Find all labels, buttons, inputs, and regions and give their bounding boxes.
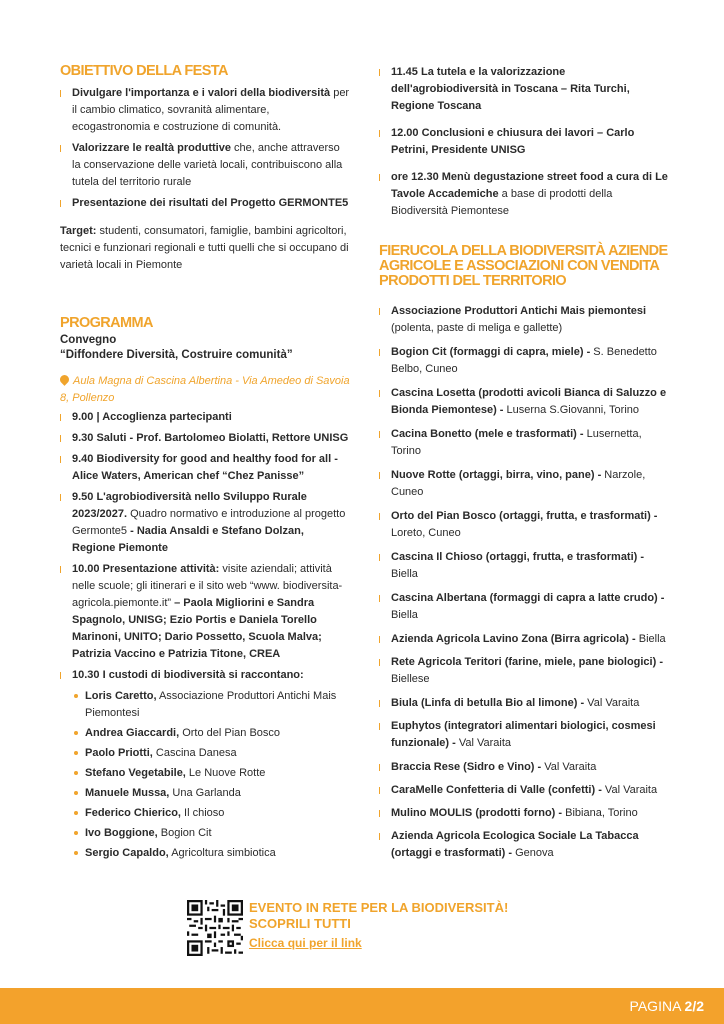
program-item (60, 451, 350, 485)
custode-item (60, 725, 350, 742)
custode-name: Paolo Priotti, (85, 747, 153, 759)
azienda-name: Rete Agricola Teritori (farine, miele, pane biologici) - (391, 656, 663, 668)
azienda-item (379, 828, 669, 862)
aziende-list (379, 303, 669, 862)
azienda-item (379, 654, 669, 688)
custode-org: Agricoltura simbiotica (168, 847, 276, 859)
page-number (630, 998, 704, 1014)
program-item-speakers: – Paola Migliorini e Sandra Spagnolo, UNISG; Ezio Portis e Daniela Torello Marinoni, UNITO; Dario Possetto, Scuola Malva; Patrizia Vaccino e Patrizia Titone, CREA (72, 597, 322, 660)
left-column (60, 64, 350, 865)
program-item-bold: 10.00 Presentazione attività: (72, 563, 220, 575)
azienda-location: Val Varaita (541, 761, 597, 773)
azienda-location: Loreto, Cuneo (391, 527, 461, 539)
azienda-item (379, 695, 669, 712)
program-item (379, 64, 669, 115)
azienda-item (379, 805, 669, 822)
azienda-name: Bogion Cit (formaggi di capra, miele) - (391, 346, 591, 358)
custodi-list (60, 688, 350, 862)
fierucola-heading: FIERUCOLA DELLA BIODIVERSITÀ AZIENDE AGRICOLE E ASSOCIAZIONI CON VENDITA PRODOTTI DEL TERRITORIO (379, 243, 668, 289)
azienda-item (379, 467, 669, 501)
qr-code-icon (187, 900, 243, 956)
azienda-name: Cacina Bonetto (mele e trasformati) - (391, 428, 584, 440)
program-item-text: a base di prodotti della Biodiversità Piemontese (391, 188, 613, 217)
azienda-item (379, 508, 669, 542)
azienda-item (379, 426, 669, 460)
azienda-location: Narzole, Cuneo (391, 469, 646, 498)
cta-line-1: EVENTO IN RETE PER LA BIODIVERSITÀ! (249, 900, 509, 915)
azienda-location: Val Varaita (601, 784, 658, 796)
program-item-bold: 12.00 Conclusioni e chiusura dei lavori – Carlo Petrini, Presidente UNISG (391, 127, 635, 156)
azienda-item (379, 590, 669, 624)
azienda-location: Bibiana, Torino (562, 807, 638, 819)
programma-heading: PROGRAMMA (60, 315, 153, 331)
program-item (60, 667, 350, 684)
custode-org: Bogion Cit (157, 827, 212, 839)
azienda-name: CaraMelle Confetteria di Valle (confetti) - (391, 784, 602, 796)
target-paragraph (60, 223, 350, 274)
program-item-bold: 9.30 Saluti - Prof. Bartolomeo Biolatti, Rettore UNISG (72, 432, 349, 444)
custode-org: Una Garlanda (169, 787, 241, 799)
custode-org: Cascina Danesa (152, 747, 237, 759)
custode-item (60, 765, 350, 782)
azienda-item (379, 344, 669, 378)
azienda-location: S. Benedetto Belbo, Cuneo (391, 346, 657, 375)
azienda-name: Azienda Agricola Ecologica Sociale La Tabacca (ortaggi e trasformati) - (391, 830, 639, 859)
program-item-bold: 10.30 I custodi di biodiversità si raccontano: (72, 669, 304, 681)
azienda-name: Nuove Rotte (ortaggi, birra, vino, pane) - (391, 469, 602, 481)
custode-name: Andrea Giaccardi, (85, 727, 180, 739)
obiettivo-item-bold: Valorizzare le realtà produttive (72, 142, 231, 154)
obiettivo-item (60, 85, 350, 136)
azienda-name: Associazione Produttori Antichi Mais piemontesi (391, 305, 647, 317)
azienda-location: Genova (512, 847, 554, 859)
custode-name: Stefano Vegetabile, (85, 767, 186, 779)
custode-item (60, 805, 350, 822)
azienda-item (379, 759, 669, 776)
qr-code[interactable] (187, 900, 243, 956)
location (60, 373, 350, 407)
obiettivo-item-bold: Divulgare l'importanza e i valori della biodiversità (72, 87, 331, 99)
cta-link[interactable]: Clicca qui per il link (249, 936, 362, 950)
target-text: studenti, consumatori, famiglie, bambini agricoltori, tecnici e funzionari regionali e tutti quelli che si occupano di varietà locali in Piemonte (60, 225, 349, 271)
azienda-location: Luserna S.Giovanni, Torino (503, 404, 640, 416)
azienda-name: Mulino MOULIS (prodotti forno) - (391, 807, 563, 819)
obiettivo-heading: OBIETTIVO DELLA FESTA (60, 63, 228, 79)
custode-item (60, 785, 350, 802)
azienda-item (379, 718, 669, 752)
cta-block (249, 900, 508, 950)
program-item-bold: 11.45 La tutela e la valorizzazione dell'agrobiodiversità in Toscana – Rita Turchi, Regione Toscana (391, 66, 630, 112)
program-item-bold: 9.40 Biodiversity for good and healthy food for all - Alice Waters, American chef “Chez Panisse” (72, 453, 338, 482)
azienda-name: Azienda Agricola Lavino Zona (Birra agricola) - (391, 633, 636, 645)
azienda-name: Euphytos (integratori alimentari biologici, cosmesi funzionale) - (391, 720, 656, 749)
program-item (379, 125, 669, 159)
convegno-label: Convegno (60, 334, 117, 346)
page-num: 2/2 (684, 998, 704, 1014)
program-continued (379, 64, 669, 220)
azienda-item (379, 549, 669, 583)
map-pin-icon (58, 373, 71, 386)
custode-name: Federico Chierico, (85, 807, 181, 819)
obiettivo-list (60, 85, 350, 212)
location-text: Aula Magna di Cascina Albertina - Via Amedeo di Savoia 8, Pollenzo (60, 375, 350, 404)
page-label: PAGINA (629, 998, 685, 1014)
program-item-text: visite aziendali; attività nelle scuole; gli itinerari e il sito web “www. biodiversita- agricola.piemonte.it” (72, 563, 343, 609)
right-column (379, 64, 669, 869)
program-item (60, 430, 350, 447)
custode-name: Manuele Mussa, (85, 787, 170, 799)
target-label: Target: (60, 225, 97, 237)
footer-bar (0, 988, 724, 1024)
program-item (379, 169, 669, 220)
azienda-location: Biellese (391, 673, 430, 685)
azienda-item (379, 303, 669, 337)
custode-org: Orto del Pian Bosco (179, 727, 281, 739)
program-item (60, 409, 350, 426)
azienda-name: Braccia Rese (Sidro e Vino) - (391, 761, 542, 773)
obiettivo-item-text: per il cambio climatico, sovranità alimentare, ecogastronomia e costruzione di comunità. (72, 87, 350, 133)
custode-org: Le Nuove Rotte (185, 767, 266, 779)
custode-name: Loris Caretto, (85, 690, 157, 702)
azienda-location: Val Varaita (455, 737, 512, 749)
custode-item (60, 688, 350, 722)
custode-name: Sergio Capaldo, (85, 847, 169, 859)
program-item-bold: 9.00 | Accoglienza partecipanti (72, 411, 232, 423)
azienda-item (379, 782, 669, 799)
custode-item (60, 845, 350, 862)
custode-org: Il chioso (180, 807, 225, 819)
azienda-name: Biula (Linfa di betulla Bio al limone) - (391, 697, 585, 709)
azienda-name: Cascina Losetta (prodotti avicoli Bianca di Saluzzo e Bionda Piemontese) - (391, 387, 667, 416)
custode-org: Associazione Produttori Antichi Mais Piemontesi (85, 690, 337, 719)
custode-name: Ivo Boggione, (85, 827, 158, 839)
azienda-name: Cascina Albertana (formaggi di capra a latte crudo) - (391, 592, 665, 604)
custode-item (60, 745, 350, 762)
obiettivo-item (60, 195, 350, 212)
program-item (60, 561, 350, 663)
azienda-location: Biella (391, 568, 418, 580)
program-item (60, 489, 350, 557)
convegno-title: “Diffondere Diversità, Costruire comunità” (60, 349, 293, 361)
azienda-location: Val Varaita (584, 697, 640, 709)
obiettivo-item (60, 140, 350, 191)
obiettivo-item-bold: Presentazione dei risultati del Progetto GERMONTE5 (72, 197, 349, 209)
program-list (60, 409, 350, 684)
azienda-item (379, 385, 669, 419)
azienda-name: Orto del Pian Bosco (ortaggi, frutta, e trasformati) - (391, 510, 658, 522)
program-item-bold: ore 12.30 Menù degustazione street food a cura di Le Tavole Accademiche (391, 171, 668, 200)
azienda-name: Cascina Il Chioso (ortaggi, frutta, e trasformati) - (391, 551, 645, 563)
custode-item (60, 825, 350, 842)
program-item-text: Quadro normativo e introduzione al progetto Germonte5 (72, 508, 346, 537)
azienda-location: Biella (635, 633, 666, 645)
azienda-location: Biella (391, 609, 418, 621)
obiettivo-item-text: che, anche attraverso la conservazione delle varietà locali, contribuiscono alla tutela del territorio rurale (72, 142, 343, 188)
azienda-location: (polenta, paste di meliga e gallette) (391, 322, 563, 334)
cta-line-2: SCOPRILI TUTTI (249, 916, 351, 931)
azienda-item (379, 631, 669, 648)
program-item-speakers: - Nadia Ansaldi e Stefano Dolzan, Regione Piemonte (72, 525, 304, 554)
azienda-location: Lusernetta, Torino (391, 428, 642, 457)
program-item-bold: 9.50 L'agrobiodiversità nello Sviluppo Rurale 2023/2027. (72, 491, 307, 520)
